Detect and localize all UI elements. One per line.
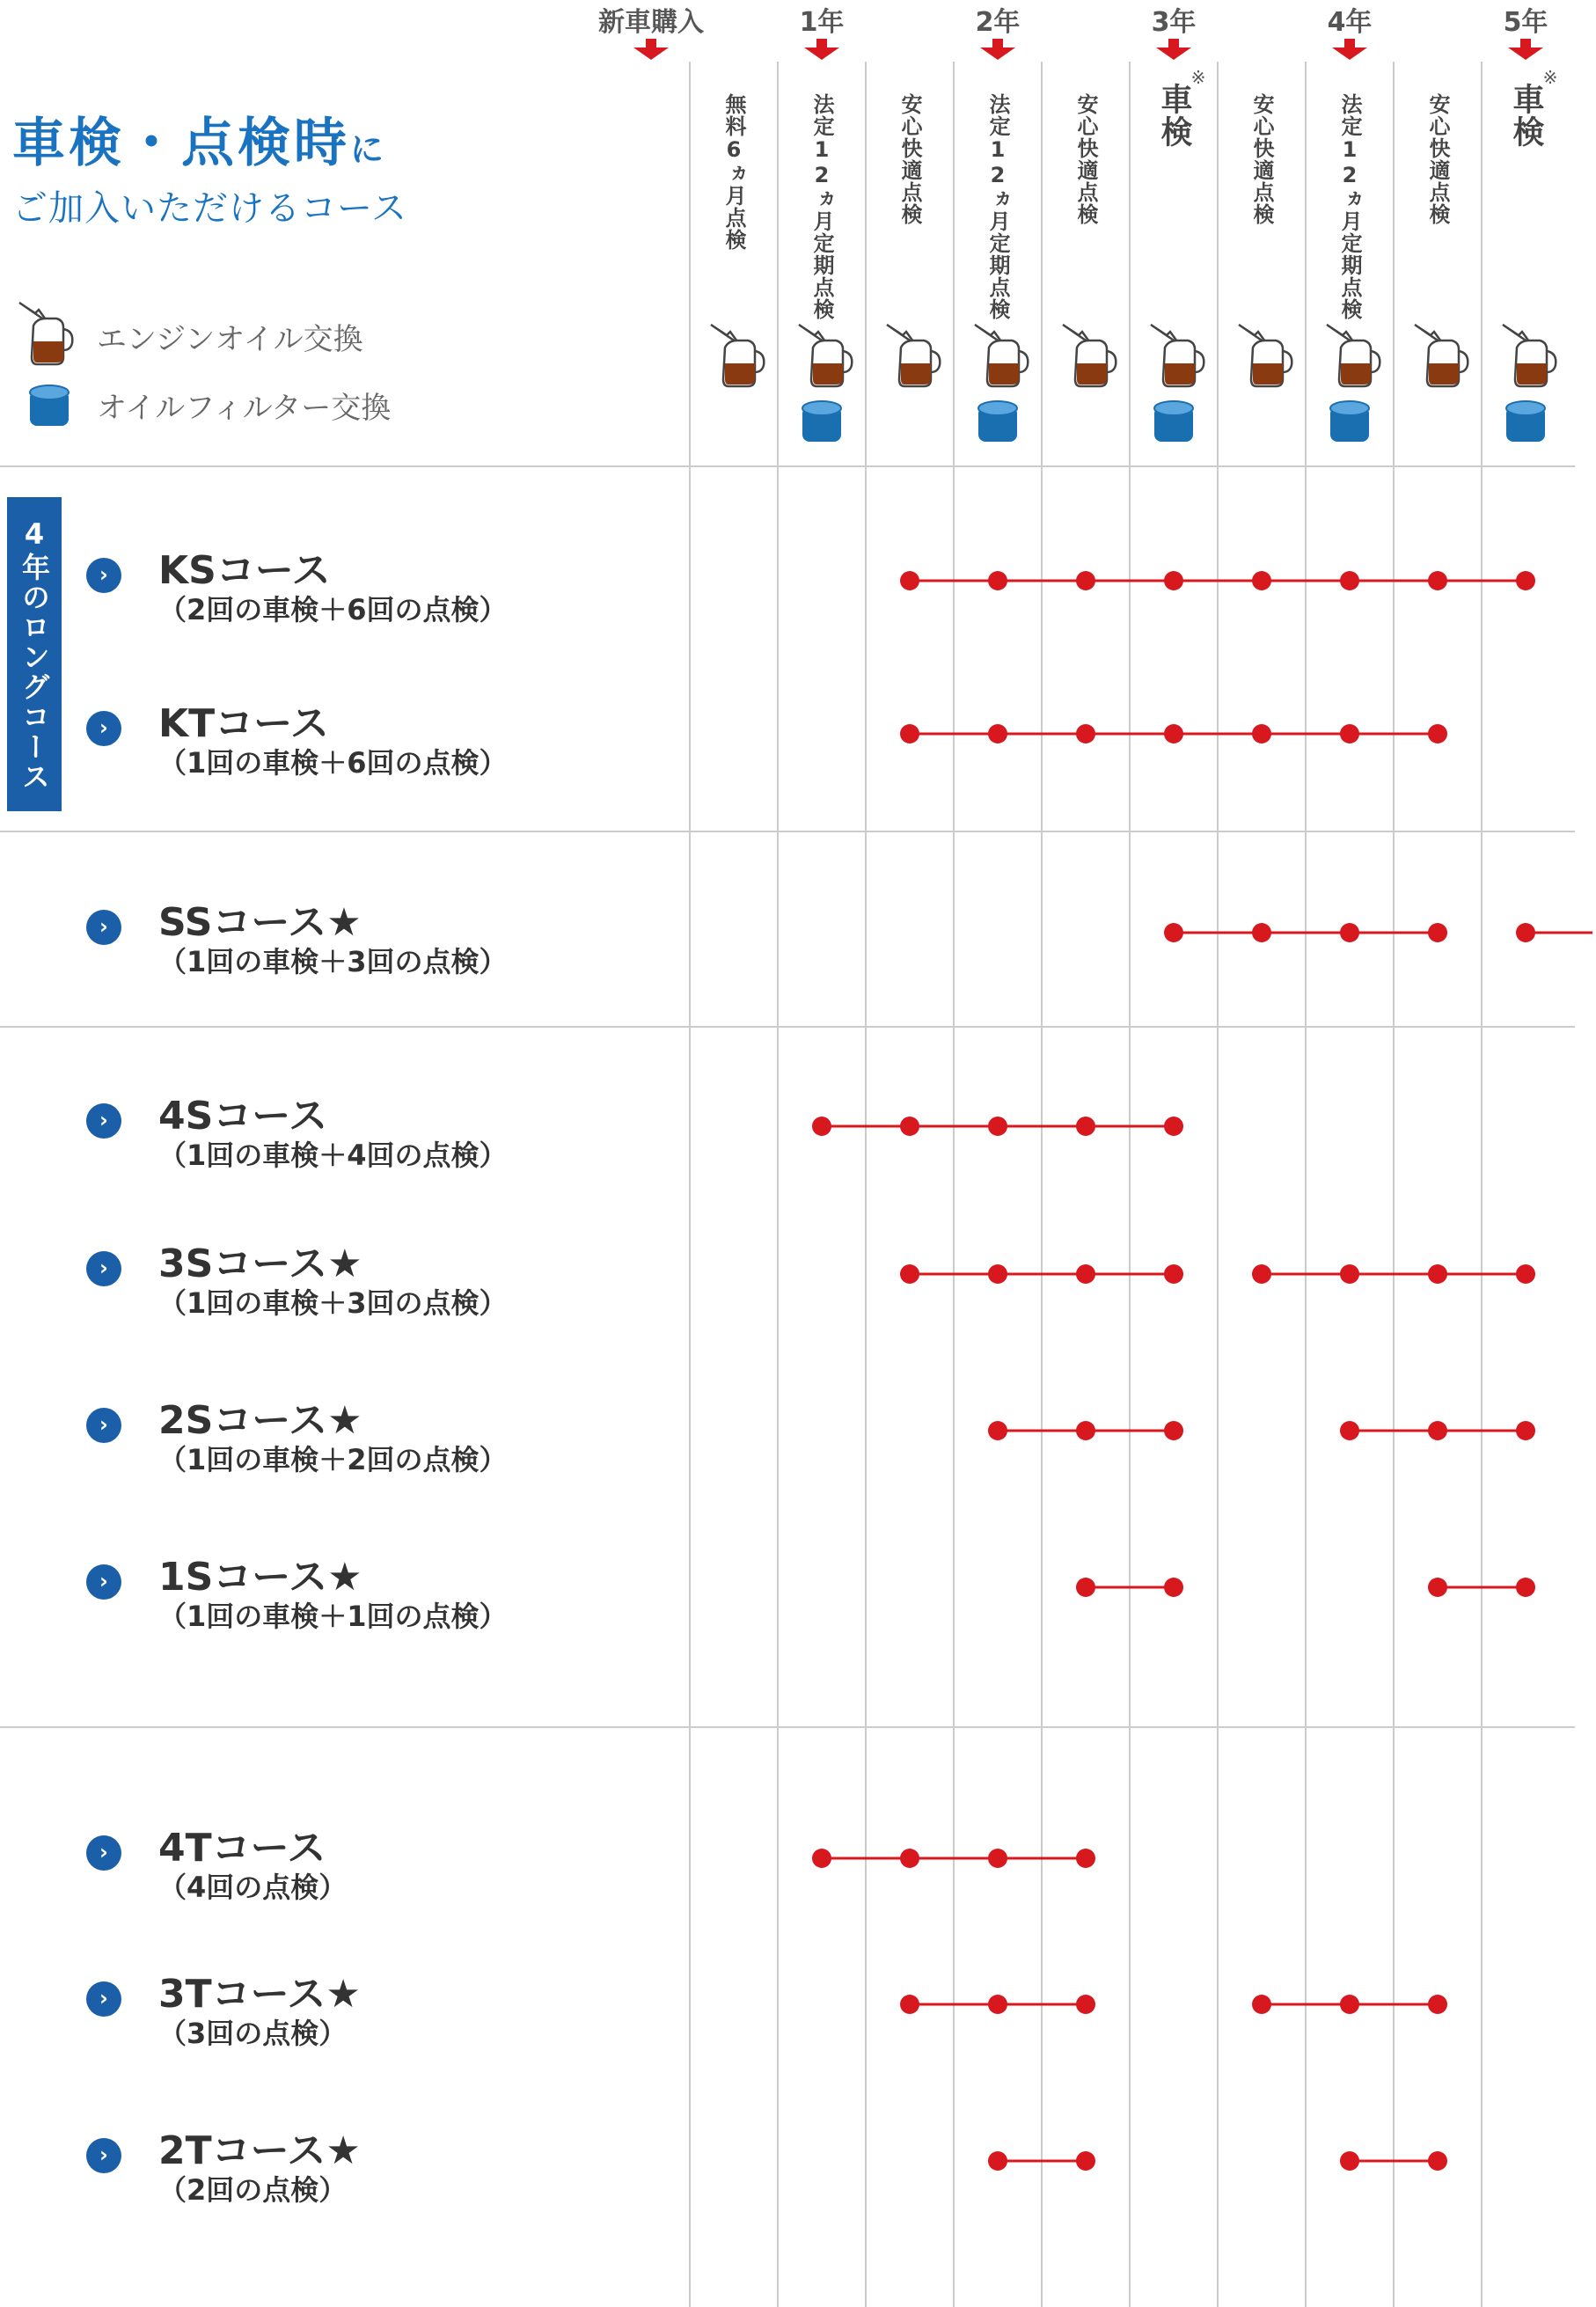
page-subtitle: ご加入いただけるコース [12, 188, 407, 229]
year-arrow-head [633, 48, 669, 60]
chevron-right-icon[interactable]: › [86, 1564, 121, 1600]
course-dot [1076, 1421, 1095, 1440]
course-dot [988, 1995, 1007, 2014]
legend-oil-label: エンジンオイル交換 [97, 322, 363, 357]
course-dot [988, 1421, 1007, 1440]
column-label: 無料6ヵ月点検 [721, 93, 746, 251]
course-description: （3回の点検） [158, 2017, 348, 2050]
course-dot [1252, 1264, 1271, 1284]
oil-filter-icon [1154, 401, 1193, 442]
oil-filter-icon [1506, 401, 1545, 442]
course-dot [1164, 571, 1183, 590]
course-description: （1回の車検＋1回の点検） [158, 1600, 508, 1633]
chevron-right-icon[interactable]: › [86, 1981, 121, 2017]
course-name[interactable]: KSコース [158, 548, 331, 593]
course-dot [1164, 1117, 1183, 1136]
year-arrow-head [1332, 48, 1367, 60]
column-label: 車検 [1156, 83, 1192, 148]
year-label: 新車購入 [598, 7, 704, 38]
year-arrow-head [1156, 48, 1191, 60]
course-dot [1076, 2151, 1095, 2171]
course-dot [1340, 2151, 1359, 2171]
column-header [954, 93, 1042, 324]
column-header [690, 93, 778, 254]
course-dot [988, 724, 1007, 743]
oil-jug-icon [1503, 325, 1556, 386]
course-dot [1428, 1578, 1447, 1597]
oil-jug-fill [1341, 363, 1371, 384]
column-label: 法定12ヵ月定期点検 [809, 93, 834, 320]
oil-jug-icon [1239, 325, 1292, 386]
legend-filter-label: オイルフィルター交換 [97, 391, 392, 426]
course-name[interactable]: 2Sコース★ [158, 1398, 362, 1443]
course-dot [1340, 571, 1359, 590]
oil-jug-fill [1517, 363, 1547, 384]
course-dot [1340, 1421, 1359, 1440]
oil-jug-fill [1253, 363, 1283, 384]
course-dot [1252, 1995, 1271, 2014]
oil-jug-icon [1151, 325, 1204, 386]
chevron-right-icon[interactable]: › [86, 558, 121, 593]
column-header [1306, 93, 1394, 324]
course-dot [1252, 571, 1271, 590]
title-suffix: に [350, 130, 384, 169]
course-name[interactable]: 2Tコース★ [158, 2128, 361, 2173]
course-dot [1340, 724, 1359, 743]
year-label: 1年 [799, 7, 845, 38]
course-dot [988, 2151, 1007, 2171]
year-arrow-stem [1520, 39, 1531, 48]
filter-top [1154, 401, 1193, 415]
oil-filter-icon [802, 401, 841, 442]
oil-jug-icon [975, 325, 1028, 386]
course-dot [1516, 571, 1535, 590]
course-dot [1428, 2151, 1447, 2171]
year-arrow-stem [992, 39, 1003, 48]
year-arrow-stem [1168, 39, 1179, 48]
year-arrow-stem [816, 39, 827, 48]
course-dot [1076, 1578, 1095, 1597]
course-dot [988, 1849, 1007, 1868]
course-dot [1340, 1264, 1359, 1284]
oil-jug-handle [1019, 351, 1028, 372]
course-description: （1回の車検＋2回の点検） [158, 1443, 508, 1476]
column-header [1130, 69, 1218, 151]
course-dot [812, 1117, 831, 1136]
oil-filter-icon [978, 401, 1017, 442]
course-description: （1回の車検＋3回の点検） [158, 1286, 508, 1320]
chevron-right-icon[interactable]: › [86, 2138, 121, 2173]
column-header [866, 93, 954, 229]
column-note: ※ [1542, 67, 1558, 88]
oil-jug-handle [1459, 351, 1468, 372]
year-arrow-head [1508, 48, 1543, 60]
year-label: 3年 [1151, 7, 1197, 38]
course-description: （1回の車検＋6回の点検） [158, 746, 508, 780]
oil-jug-icon [1327, 325, 1380, 386]
chevron-right-icon[interactable]: › [86, 910, 121, 945]
course-dot [1164, 1578, 1183, 1597]
column-header [1218, 93, 1306, 229]
column-label: 安心快適点検 [897, 93, 922, 225]
column-header [1482, 69, 1570, 151]
course-dot [1252, 923, 1271, 942]
group-label: 4年のロングコース [18, 516, 51, 792]
course-dot [1428, 923, 1447, 942]
year-label: 2年 [975, 7, 1021, 38]
year-arrow-stem [1344, 39, 1355, 48]
year-arrow-head [804, 48, 839, 60]
course-dot [1428, 1995, 1447, 2014]
course-dot [900, 724, 919, 743]
course-name[interactable]: 1Sコース★ [158, 1555, 362, 1600]
oil-jug-icon [1063, 325, 1116, 386]
column-note: ※ [1190, 67, 1206, 88]
course-dot [1252, 724, 1271, 743]
column-label: 法定12ヵ月定期点検 [1337, 93, 1362, 320]
oil-jug-icon [799, 325, 852, 386]
course-dot [1164, 1264, 1183, 1284]
course-dot [900, 1849, 919, 1868]
oil-jug-handle [1195, 351, 1204, 372]
course-dot [1076, 571, 1095, 590]
course-name[interactable]: KTコース [158, 701, 329, 746]
title-main: 車検・点検時 [12, 113, 350, 174]
oil-jug-fill [901, 363, 931, 384]
oil-jug-icon [711, 325, 764, 386]
oil-jug-handle [1283, 351, 1292, 372]
course-dot [1076, 1995, 1095, 2014]
course-name[interactable]: SSコース★ [158, 900, 362, 945]
filter-top [978, 401, 1017, 415]
oil-jug-fill [813, 363, 843, 384]
year-arrow-stem [646, 39, 656, 48]
oil-jug-icon [1415, 325, 1468, 386]
oil-jug-handle [843, 351, 852, 372]
course-dot [1516, 1421, 1535, 1440]
course-dot [1164, 923, 1183, 942]
column-label: 安心快適点検 [1425, 93, 1450, 225]
year-arrow-head [980, 48, 1015, 60]
course-dot [1076, 1849, 1095, 1868]
course-name[interactable]: 4Sコース [158, 1094, 328, 1139]
oil-jug-fill [1429, 363, 1459, 384]
year-label: 5年 [1503, 7, 1548, 38]
chevron-right-icon[interactable]: › [86, 1408, 121, 1443]
course-dot [900, 1117, 919, 1136]
page-title [12, 101, 384, 177]
course-name[interactable]: 4Tコース [158, 1826, 326, 1871]
course-dot [988, 1117, 1007, 1136]
course-dot [1076, 724, 1095, 743]
course-dot [1340, 1995, 1359, 2014]
course-dot [1076, 1117, 1095, 1136]
filter-top [802, 401, 841, 415]
oil-jug-handle [1547, 351, 1556, 372]
course-dot [1428, 571, 1447, 590]
course-dot [1164, 1421, 1183, 1440]
oil-jug-fill [1165, 363, 1195, 384]
course-dot [1164, 724, 1183, 743]
oil-jug-fill [989, 363, 1019, 384]
column-label: 安心快適点検 [1073, 93, 1098, 225]
course-dot [1428, 724, 1447, 743]
course-name[interactable]: 3Tコース★ [158, 1972, 361, 2017]
oil-jug-fill [725, 363, 755, 384]
course-dot [1428, 1421, 1447, 1440]
course-description: （1回の車検＋3回の点検） [158, 945, 508, 978]
oil-filter-icon [1330, 401, 1369, 442]
oil-jug-handle [1107, 351, 1116, 372]
course-dot [900, 1264, 919, 1284]
course-dot [1340, 923, 1359, 942]
column-header [778, 93, 866, 324]
column-label: 車検 [1508, 83, 1544, 148]
chevron-right-icon[interactable]: › [86, 1835, 121, 1871]
filter-top [1506, 401, 1545, 415]
column-label: 法定12ヵ月定期点検 [985, 93, 1010, 320]
chevron-right-icon[interactable]: › [86, 1251, 121, 1286]
oil-jug-handle [755, 351, 764, 372]
filter-top [1330, 401, 1369, 415]
oil-jug-icon [18, 299, 79, 370]
oil-filter-icon [26, 382, 79, 435]
long-course-group-tab [7, 497, 62, 811]
course-dot [900, 1995, 919, 2014]
column-header [1042, 93, 1130, 229]
course-dot [812, 1849, 831, 1868]
oil-jug-handle [1371, 351, 1380, 372]
oil-jug-handle [931, 351, 940, 372]
column-label: 安心快適点検 [1249, 93, 1274, 225]
chevron-right-icon[interactable]: › [86, 711, 121, 746]
course-dot [1076, 1264, 1095, 1284]
column-header [1394, 93, 1482, 229]
course-dot [1516, 1264, 1535, 1284]
course-dot [900, 571, 919, 590]
year-label: 4年 [1327, 7, 1373, 38]
course-name[interactable]: 3Sコース★ [158, 1241, 362, 1286]
chevron-right-icon[interactable]: › [86, 1103, 121, 1139]
course-description: （1回の車検＋4回の点検） [158, 1139, 508, 1172]
course-dot [1516, 1578, 1535, 1597]
course-description: （4回の点検） [158, 1871, 348, 1904]
oil-jug-fill [1077, 363, 1107, 384]
oil-jug-icon [887, 325, 940, 386]
course-description: （2回の点検） [158, 2173, 348, 2207]
course-dot [988, 571, 1007, 590]
course-dot [988, 1264, 1007, 1284]
course-description: （2回の車検＋6回の点検） [158, 593, 508, 626]
course-dot [1428, 1264, 1447, 1284]
